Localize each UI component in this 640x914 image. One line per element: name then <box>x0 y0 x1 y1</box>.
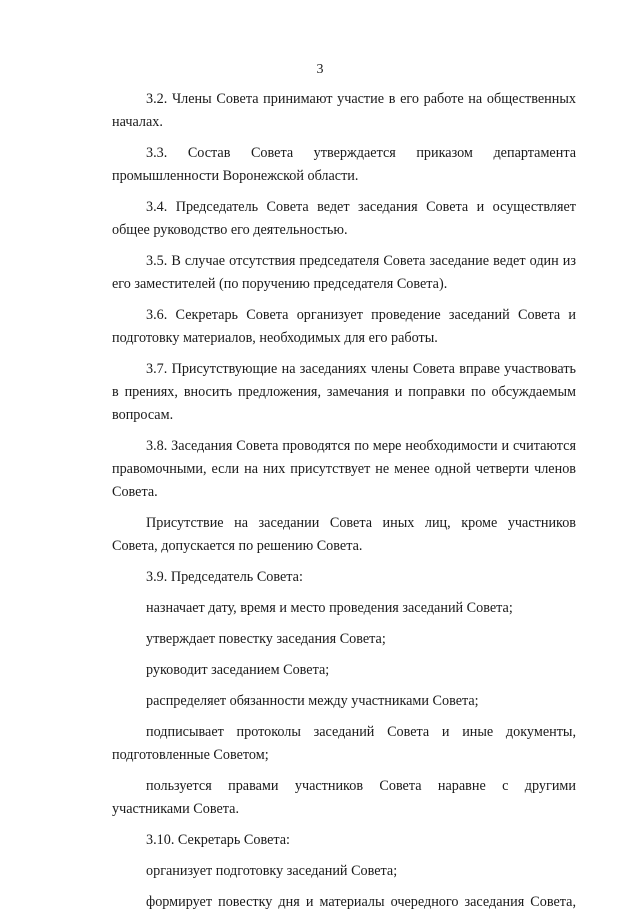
list-item-chair-duty-6: пользуется правами участников Совета наравне с другими участниками Совета. <box>112 778 576 817</box>
paragraph-3-9: 3.9. Председатель Совета: <box>146 569 303 585</box>
list-item-chair-duty-4: распределяет обязанности между участниками Совета; <box>146 693 479 709</box>
paragraph-3-5: 3.5. В случае отсутствия председателя Совета заседание ведет один из его заместителей (по поручению председателя Совета). <box>112 253 576 292</box>
list-item-chair-duty-1: назначает дату, время и место проведения заседаний Совета; <box>146 600 513 616</box>
paragraph-3-3: 3.3. Состав Совета утверждается приказом департамента промышленности Воронежской области. <box>112 145 576 184</box>
paragraph-3-8: 3.8. Заседания Совета проводятся по мере необходимости и считаются правомочными, если на них присутствует не менее одной четверти членов Совета. <box>112 438 576 500</box>
paragraph-3-7: 3.7. Присутствующие на заседаниях члены Совета вправе участвовать в прениях, вносить предложения, замечания и поправки по обсуждаемым вопросам. <box>112 361 576 423</box>
paragraph-3-4: 3.4. Председатель Совета ведет заседания Совета и осуществляет общее руководство его деятельностью. <box>112 199 576 238</box>
paragraph-attendance: Присутствие на заседании Совета иных лиц, кроме участников Совета, допускается по решению Совета. <box>112 515 576 554</box>
list-item-chair-duty-3: руководит заседанием Совета; <box>146 662 330 678</box>
page-number: 3 <box>316 62 324 77</box>
list-item-chair-duty-5: подписывает протоколы заседаний Совета и иные документы, подготовленные Советом; <box>112 724 576 763</box>
list-item-secretary-duty-1: организует подготовку заседаний Совета; <box>146 863 398 879</box>
list-item-chair-duty-2: утверждает повестку заседания Совета; <box>146 631 386 647</box>
paragraph-3-2: 3.2. Члены Совета принимают участие в его работе на общественных началах. <box>112 91 576 130</box>
list-item-secretary-duty-2: формирует повестку дня и материалы очередного заседания Совета, <box>146 894 576 910</box>
paragraph-3-10: 3.10. Секретарь Совета: <box>146 832 291 848</box>
document-body <box>112 88 576 914</box>
paragraph-3-6: 3.6. Секретарь Совета организует проведение заседаний Совета и подготовку материалов, необходимых для его работы. <box>112 307 576 346</box>
